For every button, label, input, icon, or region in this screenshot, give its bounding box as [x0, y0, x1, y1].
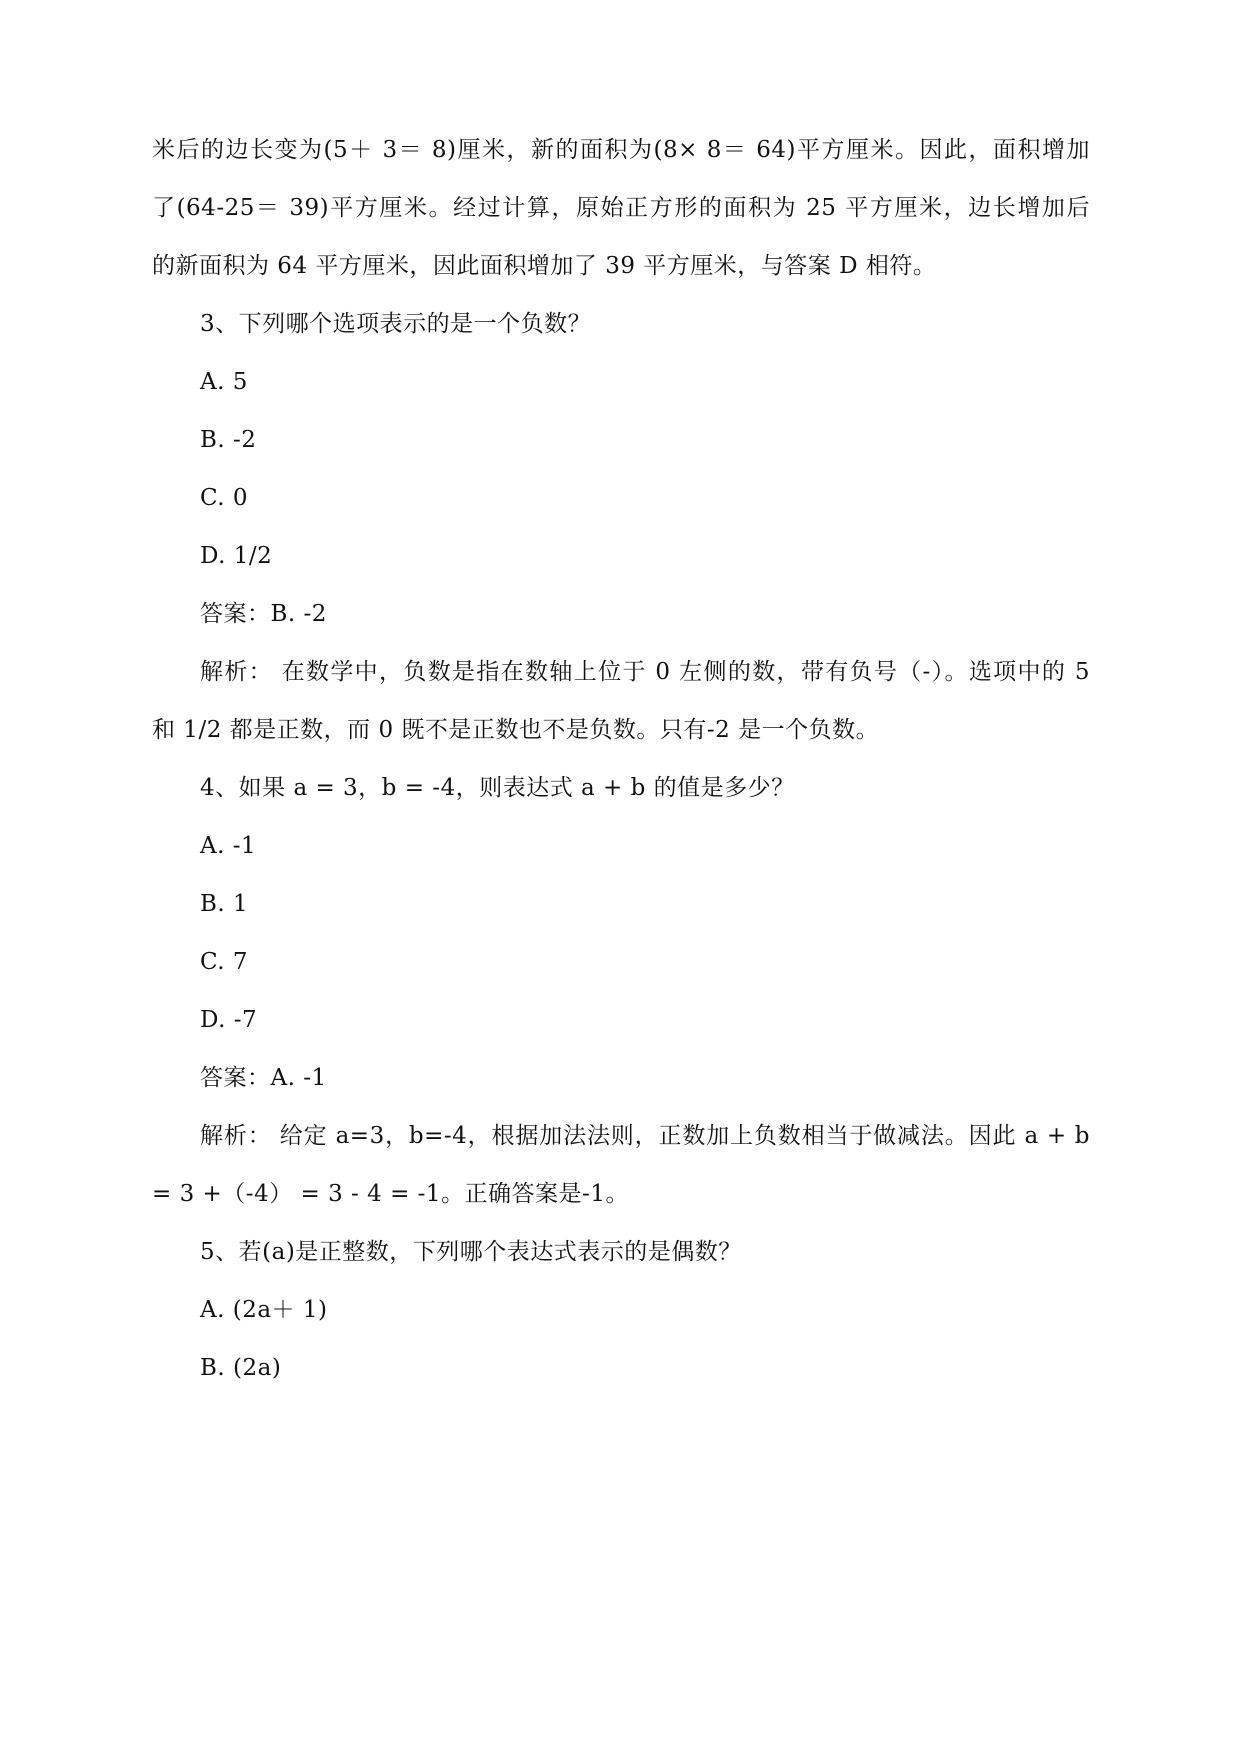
q3-analysis-line: 和 1/2 都是正数，而 0 既不是正数也不是负数。只有-2 是一个负数。 — [152, 717, 880, 743]
paragraph-line: 了(64-25＝ 39)平方厘米。经过计算，原始正方形的面积为 25 平方厘米，边长增加后 — [152, 195, 1090, 221]
question-3: 3、下列哪个选项表示的是一个负数？ — [200, 311, 592, 337]
q4-option-c: C. 7 — [200, 949, 249, 975]
q3-option-b: B. -2 — [200, 427, 257, 453]
paragraph-line: 的新面积为 64 平方厘米，因此面积增加了 39 平方厘米，与答案 D 相符。 — [152, 253, 937, 279]
q4-option-a: A. -1 — [200, 833, 257, 859]
q5-option-b: B. (2a) — [200, 1355, 282, 1381]
q3-analysis-line: 解析： 在数学中，负数是指在数轴上位于 0 左侧的数，带有负号（-）。选项中的 5 — [200, 659, 1090, 685]
q3-option-c: C. 0 — [200, 485, 249, 511]
question-4: 4、如果 a = 3，b = -4，则表达式 a + b 的值是多少？ — [200, 775, 795, 801]
q5-option-a: A. (2a＋ 1) — [200, 1297, 328, 1323]
question-5: 5、若(a)是正整数，下列哪个表达式表示的是偶数？ — [200, 1239, 742, 1265]
q3-option-d: D. 1/2 — [200, 543, 273, 569]
q4-option-b: B. 1 — [200, 891, 249, 917]
q3-answer: 答案：B. -2 — [200, 601, 327, 627]
q3-option-a: A. 5 — [200, 369, 248, 395]
q4-answer: 答案：A. -1 — [200, 1065, 327, 1091]
paragraph-line: 米后的边长变为(5＋ 3＝ 8)厘米，新的面积为(8× 8＝ 64)平方厘米。因此，面积增加 — [152, 137, 1090, 163]
q4-analysis-line: = 3 +（-4） = 3 - 4 = -1。正确答案是-1。 — [152, 1181, 629, 1207]
q4-option-d: D. -7 — [200, 1007, 258, 1033]
q4-analysis-line: 解析： 给定 a=3，b=-4，根据加法法则，正数加上负数相当于做减法。因此 a + b — [200, 1123, 1090, 1149]
